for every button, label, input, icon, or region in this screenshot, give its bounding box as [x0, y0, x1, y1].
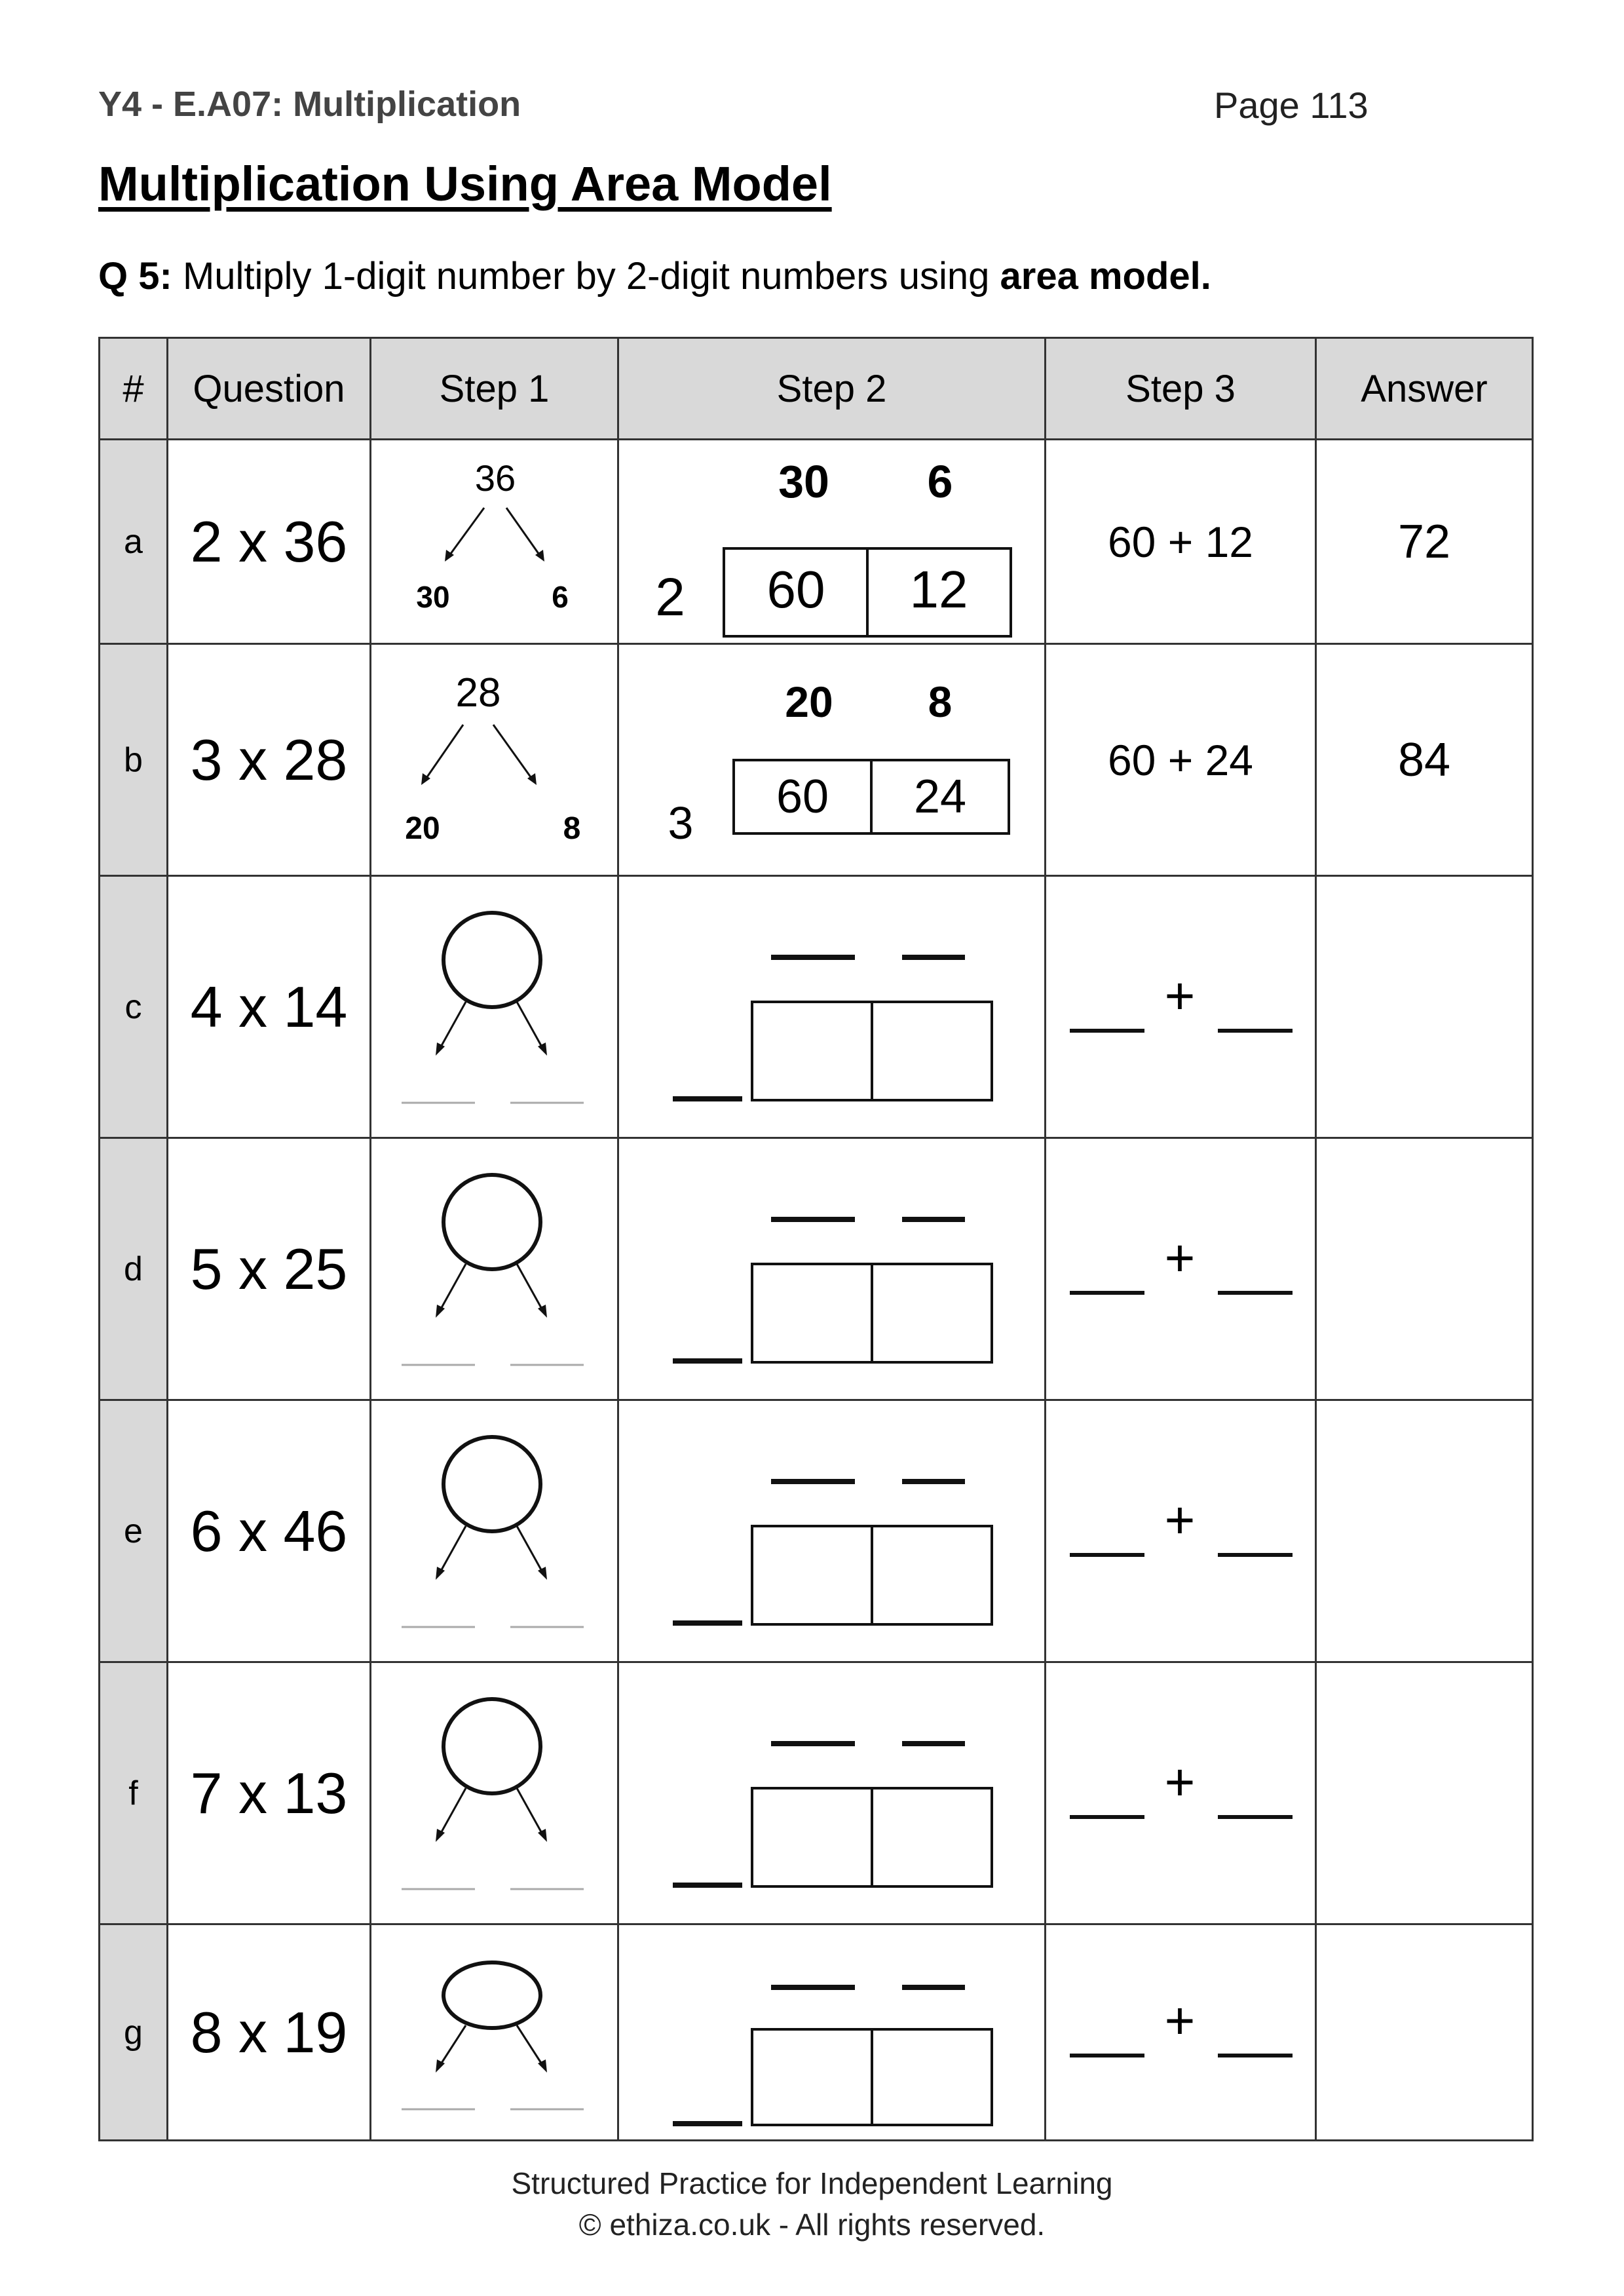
row-letter: c: [100, 876, 168, 1138]
area-cell-1: 60: [766, 560, 825, 619]
col-header-question: Question: [168, 338, 371, 440]
row-letter: e: [100, 1400, 168, 1662]
step1-partition-blank: [371, 1400, 618, 1662]
answer-blank[interactable]: [1316, 1662, 1533, 1924]
partition-ones: 8: [563, 811, 581, 846]
step1-partition-blank: [371, 876, 618, 1138]
plus-sign: +: [1164, 966, 1196, 1025]
step3-sum-blank: [1046, 1924, 1316, 2141]
step3-sum-blank: [1046, 1662, 1316, 1924]
answer-blank[interactable]: [1316, 1138, 1533, 1400]
step2-area-model-blank: [618, 1400, 1046, 1662]
question-instruction: [98, 254, 1211, 298]
step2-area-model-blank: [618, 1138, 1046, 1400]
step3-sum: 60 + 24: [1046, 644, 1316, 876]
unit-heading: Y4 - E.A07: Multiplication: [98, 85, 521, 124]
question-expression: 8 x 19: [168, 1924, 371, 2141]
table-row: [100, 644, 1533, 876]
table-row: [100, 876, 1533, 1138]
row-letter: d: [100, 1138, 168, 1400]
plus-sign: +: [1164, 1490, 1196, 1549]
plus-sign: +: [1164, 1752, 1196, 1811]
question-expression: 4 x 14: [168, 876, 371, 1138]
partition-whole: 36: [474, 457, 516, 499]
row-letter: f: [100, 1662, 168, 1924]
col-header-step1: Step 1: [371, 338, 618, 440]
table-row: [100, 1924, 1533, 2141]
row-letter: b: [100, 644, 168, 876]
plus-sign: +: [1164, 1991, 1196, 2050]
row-letter: g: [100, 1924, 168, 2141]
answer-blank[interactable]: [1316, 1400, 1533, 1662]
question-expression: 6 x 46: [168, 1400, 371, 1662]
question-expression: 5 x 25: [168, 1138, 371, 1400]
area-cell-2: 24: [913, 770, 967, 823]
answer-blank[interactable]: [1316, 1924, 1533, 2141]
partition-ones: 6: [552, 579, 569, 614]
question-label: Q 5:: [98, 255, 172, 297]
area-ones-label: 6: [927, 455, 953, 507]
step1-partition-blank: [371, 1138, 618, 1400]
plus-sign: +: [1164, 1228, 1196, 1287]
answer: 84: [1316, 644, 1533, 876]
partition-tens: 30: [416, 579, 450, 614]
area-tens-label: 30: [778, 455, 829, 507]
step3-sum-blank: [1046, 1400, 1316, 1662]
col-header-step3: Step 3: [1046, 338, 1316, 440]
area-tens-label: 20: [785, 677, 833, 726]
question-expression: 7 x 13: [168, 1662, 371, 1924]
question-emphasis: area model.: [1000, 255, 1211, 297]
col-header-number: #: [100, 338, 168, 440]
table-header-row: [100, 338, 1533, 440]
step1-partition-blank: [371, 1924, 618, 2141]
step3-sum: 60 + 12: [1046, 440, 1316, 644]
question-expression: 2 x 36: [168, 440, 371, 644]
col-header-answer: Answer: [1316, 338, 1533, 440]
page-number: Page 113: [1214, 85, 1369, 126]
question-text: Multiply 1-digit number by 2-digit numbers using: [182, 255, 1000, 297]
table-row: [100, 1662, 1533, 1924]
step2-area-model: [618, 644, 1046, 876]
step1-partition-blank: [371, 1662, 618, 1924]
step3-sum-blank: [1046, 876, 1316, 1138]
table-row: [100, 1400, 1533, 1662]
step2-area-model: [618, 440, 1046, 644]
answer: 72: [1316, 440, 1533, 644]
row-letter: a: [100, 440, 168, 644]
answer-blank[interactable]: [1316, 876, 1533, 1138]
partition-whole: 28: [455, 670, 501, 716]
step2-area-model-blank: [618, 1924, 1046, 2141]
area-multiplier: 2: [655, 567, 685, 627]
step2-area-model-blank: [618, 1662, 1046, 1924]
partition-tens: 20: [405, 811, 440, 846]
table-row: [100, 440, 1533, 644]
col-header-step2: Step 2: [618, 338, 1046, 440]
worksheet-table: [98, 337, 1534, 2141]
question-expression: 3 x 28: [168, 644, 371, 876]
step3-sum-blank: [1046, 1138, 1316, 1400]
step1-partition: [371, 644, 618, 876]
page-title: Multiplication Using Area Model: [98, 157, 832, 211]
area-multiplier: 3: [668, 797, 694, 849]
footer-copyright: © ethiza.co.uk - All rights reserved.: [578, 2208, 1046, 2242]
area-cell-1: 60: [776, 770, 829, 823]
footer-tagline: Structured Practice for Independent Learning: [511, 2166, 1113, 2200]
step2-area-model-blank: [618, 876, 1046, 1138]
step1-partition: [371, 440, 618, 644]
area-ones-label: 8: [928, 677, 953, 726]
area-cell-2: 12: [909, 560, 968, 619]
table-row: [100, 1138, 1533, 1400]
